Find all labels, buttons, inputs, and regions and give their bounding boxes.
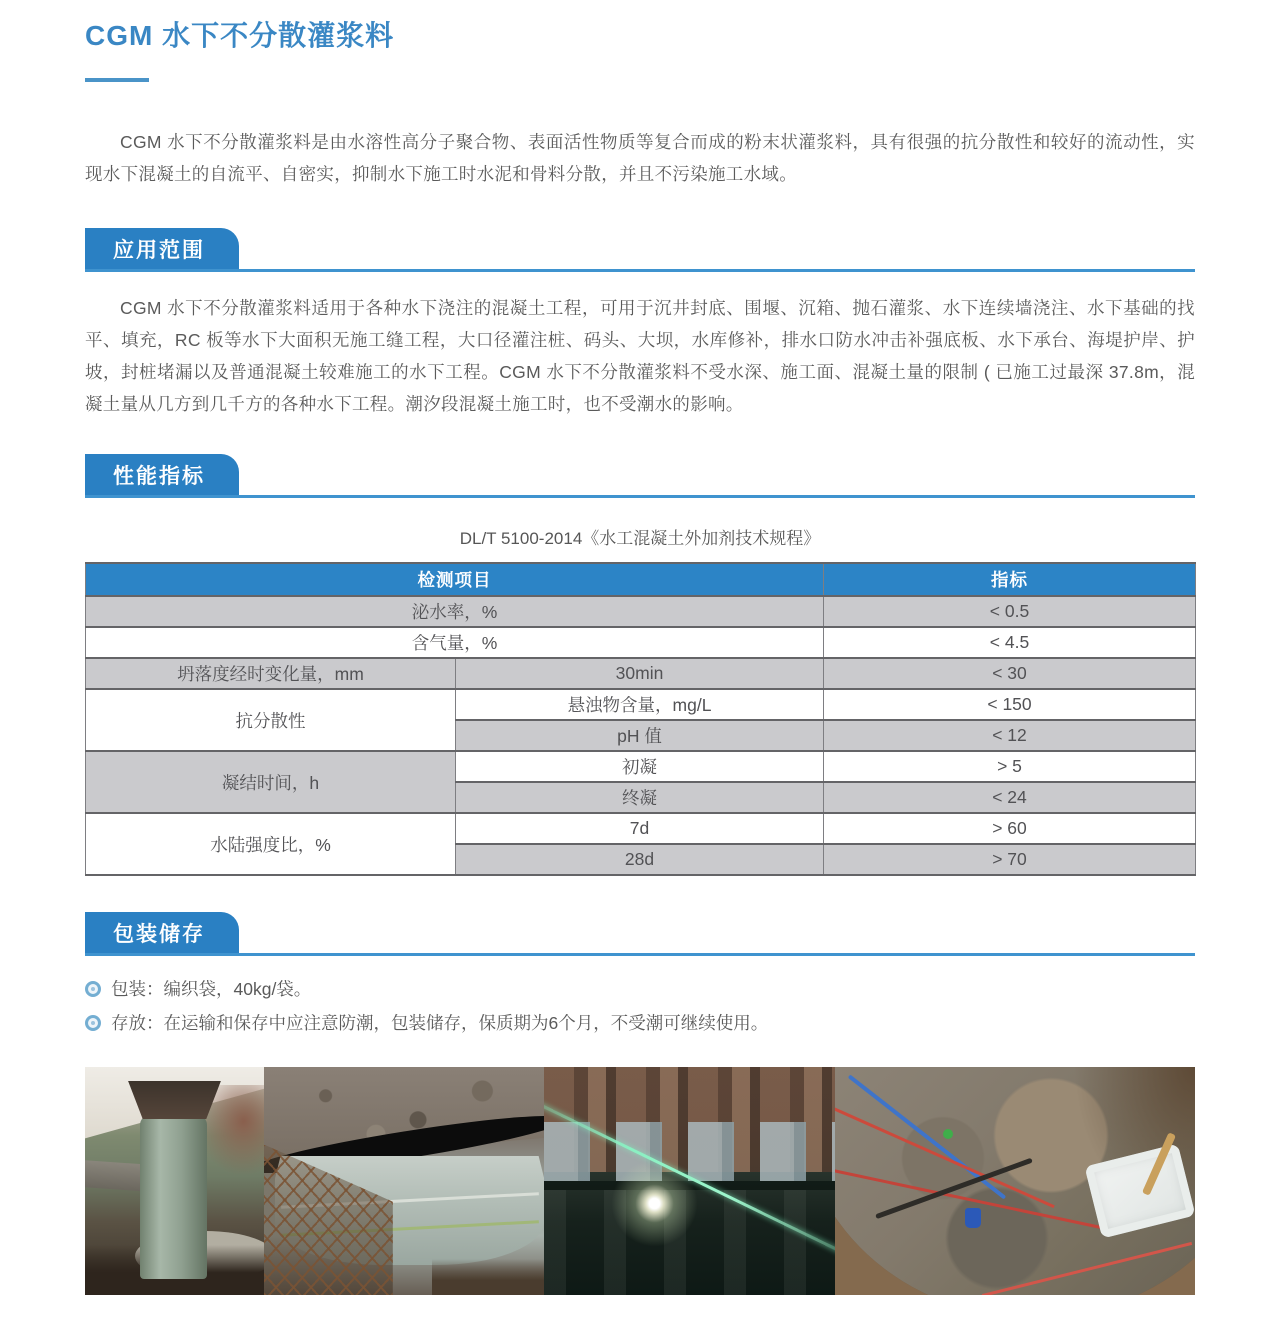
table-header-item: 检测项目 bbox=[86, 563, 824, 596]
double-circle-bullet-icon bbox=[85, 981, 101, 997]
table-cell-value: < 12 bbox=[824, 720, 1196, 751]
photo-sleeve-closeup bbox=[264, 1067, 544, 1295]
table-header-value: 指标 bbox=[824, 563, 1196, 596]
table-cell-value: > 5 bbox=[824, 751, 1196, 782]
section-header-packaging bbox=[85, 912, 1195, 956]
table-cell-sub: 终凝 bbox=[456, 782, 824, 813]
packaging-list bbox=[85, 976, 1195, 1035]
photo-detail bbox=[432, 1259, 544, 1295]
performance-table bbox=[85, 562, 1196, 876]
table-cell-value: > 60 bbox=[824, 813, 1196, 844]
section-header-performance bbox=[85, 454, 1195, 498]
photo-detail bbox=[128, 1081, 221, 1120]
table-cell-item: 凝结时间，h bbox=[86, 751, 456, 813]
table-cell-value: < 4.5 bbox=[824, 627, 1196, 658]
table-header-row bbox=[86, 563, 1196, 596]
table-cell-sub: 7d bbox=[456, 813, 824, 844]
photo-detail bbox=[140, 1115, 206, 1279]
list-item bbox=[85, 1010, 1195, 1035]
section-badge-packaging: 包装储存 bbox=[85, 912, 239, 953]
photo-strip bbox=[85, 1067, 1195, 1295]
photo-detail bbox=[965, 1208, 981, 1228]
table-row bbox=[86, 751, 1196, 782]
list-item bbox=[85, 976, 1195, 1001]
packaging-item-text: 包装：编织袋，40kg/袋。 bbox=[111, 979, 312, 999]
section-header-application bbox=[85, 228, 1195, 272]
photo-night-piers bbox=[544, 1067, 835, 1295]
photo-cofferdam-pit bbox=[835, 1067, 1195, 1295]
table-cell-value: > 70 bbox=[824, 844, 1196, 875]
title-underline bbox=[85, 78, 149, 82]
table-row bbox=[86, 813, 1196, 844]
section-badge-performance: 性能指标 bbox=[85, 454, 239, 495]
table-row bbox=[86, 658, 1196, 689]
table-row bbox=[86, 627, 1196, 658]
table-cell-value: < 24 bbox=[824, 782, 1196, 813]
double-circle-bullet-icon bbox=[85, 1015, 101, 1031]
application-paragraph: CGM 水下不分散灌浆料适用于各种水下浇注的混凝土工程，可用于沉井封底、围堰、沉箱、抛石灌浆、水下连续墙浇注、水下基础的找平、填充，RC 板等水下大面积无施工缝工程，大口径灌注桩、码头、大坝，水库修补，排水口防水冲击补强底板、水下承台、海堤护岸、护坡，封桩堵漏以及普通混凝土较难施工的水下工程。CGM 水下不分散灌浆料不受水深、施工面、混凝土量的限制 ( 已施工过最深 37.8m，混凝土量从几方到几千方的各种水下工程。潮汐段混凝土施工时，也不受潮水的影响。 bbox=[85, 298, 1195, 414]
table-cell-item: 泌水率，% bbox=[86, 596, 824, 627]
photo-detail bbox=[943, 1129, 953, 1139]
intro-paragraph: CGM 水下不分散灌浆料是由水溶性高分子聚合物、表面活性物质等复合而成的粉末状灌浆料，具有很强的抗分散性和较好的流动性，实现水下混凝土的自流平、自密实，抑制水下施工时水泥和骨料分散，并且不污染施工水域。 bbox=[85, 132, 1195, 184]
table-cell-item: 坍落度经时变化量，mm bbox=[86, 658, 456, 689]
table-cell-sub: 初凝 bbox=[456, 751, 824, 782]
table-cell-sub: 30min bbox=[456, 658, 824, 689]
table-cell-item: 含气量，% bbox=[86, 627, 824, 658]
table-cell-item: 抗分散性 bbox=[86, 689, 456, 751]
table-row bbox=[86, 689, 1196, 720]
table-caption: DL/T 5100-2014《水工混凝土外加剂技术规程》 bbox=[459, 529, 821, 548]
section-badge-application: 应用范围 bbox=[85, 228, 239, 269]
table-cell-sub: 28d bbox=[456, 844, 824, 875]
photo-pile-site bbox=[85, 1067, 264, 1295]
table-cell-item: 水陆强度比，% bbox=[86, 813, 456, 875]
table-cell-sub: pH 值 bbox=[456, 720, 824, 751]
table-cell-sub: 悬浊物含量，mg/L bbox=[456, 689, 824, 720]
packaging-item-text: 存放：在运输和保存中应注意防潮，包装储存，保质期为6个月，不受潮可继续使用。 bbox=[111, 1013, 769, 1033]
table-row bbox=[86, 596, 1196, 627]
page-title: CGM 水下不分散灌浆料 bbox=[85, 20, 395, 51]
table-cell-value: < 30 bbox=[824, 658, 1196, 689]
photo-detail bbox=[596, 1158, 712, 1249]
table-cell-value: < 0.5 bbox=[824, 596, 1196, 627]
table-cell-value: < 150 bbox=[824, 689, 1196, 720]
